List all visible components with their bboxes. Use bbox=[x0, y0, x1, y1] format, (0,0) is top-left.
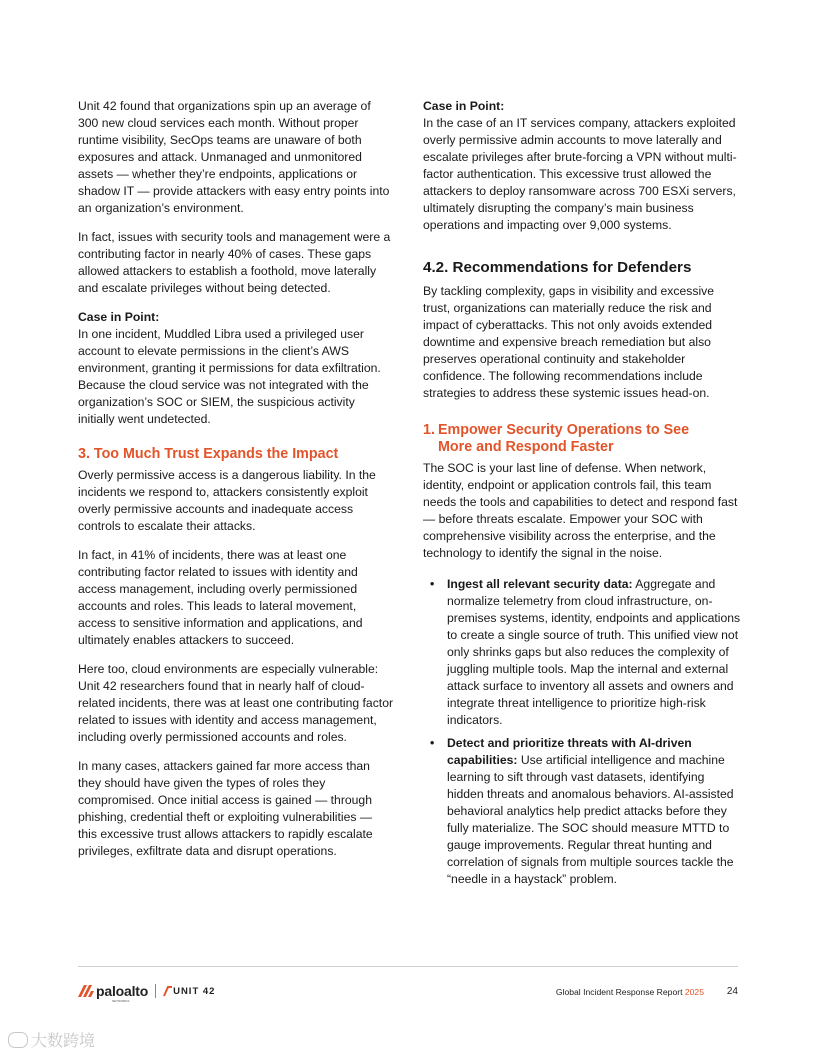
bullet-icon: • bbox=[430, 577, 435, 591]
cloud-vulnerable-paragraph: Here too, cloud environments are especially vulnerable: Unit 42 researchers found that in nearly half of cloud-related incidents, there was at least one contributing factor related to issues with identity and access management, including overly permissioned accounts and roles. bbox=[78, 662, 394, 744]
section-heading-recommendations: 4.2. Recommendations for Defenders bbox=[423, 259, 692, 276]
excessive-trust-paragraph: In many cases, attackers gained far more access than they should have given the types of roles they compromised. Once initial access is gained — through phishing, credential theft or exploiting vulnerabilities — this excessive trust allows attackers to rapidly escalate privileges, exfiltrate data and disrupt operations. bbox=[78, 759, 373, 858]
left-column bbox=[78, 98, 394, 872]
subheading-line-1: Empower Security Operations to See bbox=[438, 422, 690, 438]
bullet-icon: • bbox=[430, 736, 435, 750]
case-in-point-text: In one incident, Muddled Libra used a privileged user account to elevate permissions in the client’s AWS environment, granting it permissions for data exfiltration. Because the cloud service was not integrated with the organization’s SOC or SIEM, the suspicious activity initially went undetected. bbox=[78, 327, 381, 426]
list-item-text: Aggregate and normalize telemetry from cloud infrastructure, on-premises systems, identity, endpoints and applications to create a single source of truth. This unified view not only shrinks gaps but also reduces the complexity of juggling multiple tools. Map the internal and external attack surface to inventory all assets and owners and integrate threat intelligence to prioritize high-risk indicators. bbox=[447, 577, 741, 727]
page-number: 24 bbox=[726, 986, 738, 997]
unit42-wordmark: UNIT 42 bbox=[173, 985, 216, 997]
watermark-icon bbox=[8, 1032, 28, 1048]
list-item bbox=[423, 735, 741, 888]
subheading-number: 1. bbox=[423, 422, 435, 438]
paloalto-logo-icon bbox=[78, 985, 96, 997]
watermark-text: 大数跨境 bbox=[31, 1033, 96, 1050]
identity-stat-paragraph: In fact, in 41% of incidents, there was at least one contributing factor related to issues with identity and access management, including overly permissioned accounts and roles. This leads to lateral movement, access to sensitive information and applications, and ultimately enables attackers to succeed. bbox=[78, 548, 363, 647]
page-footer bbox=[78, 981, 738, 1003]
intro-paragraph: Unit 42 found that organizations spin up an average of 300 new cloud services each month. Without proper runtime visibility, SecOps teams are unaware of both exposures and attack. Unmanaged and unmonitored assets — whether they’re endpoints, applications or shadow IT — provide attackers with easy entry points into an organization’s environment. bbox=[78, 99, 390, 215]
section-heading-too-much-trust: 3. Too Much Trust Expands the Impact bbox=[78, 446, 339, 462]
case-in-point-text: In the case of an IT services company, attackers exploited overly permissive admin accounts to move laterally and escalate privileges after brute-forcing a VPN without multi-factor authentication. This excessive trust allowed the attackers to deploy ransomware across 700 ESXi servers, ultimately disrupting the company’s main business operations and impacting over 9,000 systems. bbox=[423, 116, 737, 232]
paloalto-unit42-logo bbox=[78, 983, 216, 1003]
security-tools-paragraph: In fact, issues with security tools and management were a contributing factor in nearly 40% of cases. These gaps allowed attackers to establish a foothold, move laterally and escalate privileges without being detected. bbox=[78, 230, 391, 295]
paloalto-wordmark: paloalto bbox=[96, 983, 149, 999]
list-item-text: Use artificial intelligence and machine learning to sift through vast datasets, identifying hidden threats and anomalous behaviors. AI-assisted behavioral analytics help predict attacks before they fully materialize. The SOC should measure MTTD to gauge improvements. Regular threat hunting and correlation of signals from multiple sources tackle the “needle in a haystack” problem. bbox=[447, 753, 734, 886]
networks-wordmark: NETWORKS bbox=[112, 999, 130, 1003]
soc-paragraph: The SOC is your last line of defense. When network, identity, endpoint or application controls fail, this team needs the tools and capabilities to detect and respond fast — before threats escalate. Empower your SOC with comprehensive visibility across the enterprise, and the technology to identify the signal in the noise. bbox=[423, 461, 738, 560]
report-title bbox=[556, 987, 704, 997]
logo-separator bbox=[155, 984, 156, 998]
case-in-point-right bbox=[423, 98, 741, 234]
case-in-point-left bbox=[78, 309, 394, 428]
recommendations-intro-paragraph: By tackling complexity, gaps in visibility and excessive trust, organizations can materially reduce the risk and impact of cyberattacks. This not only avoids extended downtime and expensive breach remediation but also preserves operational continuity and stakeholder confidence. The following recommendations include strategies to address these systemic issues head-on. bbox=[423, 284, 715, 400]
right-column bbox=[423, 98, 741, 894]
subheading-line-2: More and Respond Faster bbox=[438, 439, 614, 455]
subheading-empower-soc bbox=[423, 422, 741, 456]
report-title-text: Global Incident Response Report bbox=[555, 987, 683, 997]
list-item-title: Detect and prioritize threats with AI-driven capabilities: bbox=[447, 736, 692, 767]
list-item bbox=[423, 576, 741, 729]
permissive-access-paragraph: Overly permissive access is a dangerous liability. In the incidents we respond to, attackers consistently exploit overly permissive accounts and inadequate access controls to escalate their attacks. bbox=[78, 468, 376, 533]
recommendations-list bbox=[423, 576, 741, 888]
watermark bbox=[8, 1028, 95, 1051]
list-item-title: Ingest all relevant security data: bbox=[447, 577, 633, 591]
footer-divider bbox=[78, 966, 738, 967]
case-in-point-label: Case in Point: bbox=[78, 310, 160, 324]
unit42-icon bbox=[163, 986, 173, 997]
case-in-point-label: Case in Point: bbox=[423, 99, 505, 113]
report-year: 2025 bbox=[684, 987, 704, 997]
